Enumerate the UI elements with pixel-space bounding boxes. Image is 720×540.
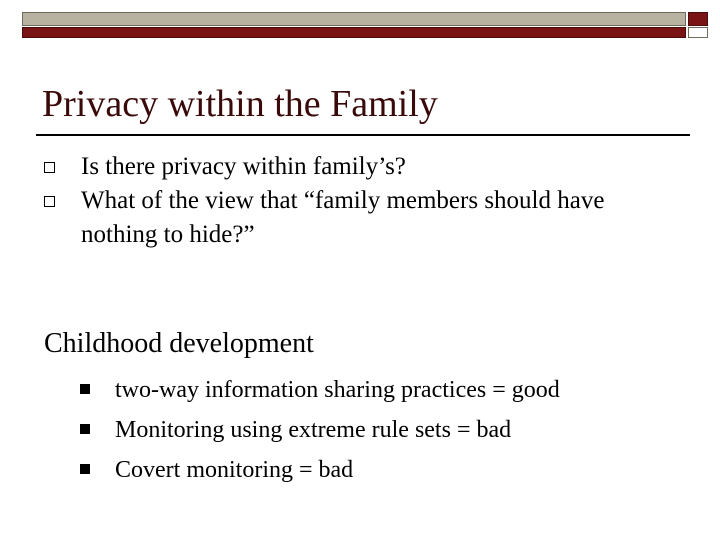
hollow-square-bullet-icon (44, 162, 55, 173)
sub-bullet-item (80, 450, 560, 490)
bullet-item (44, 150, 641, 184)
sub-bullet-text: Monitoring using extreme rule sets = bad (115, 417, 512, 443)
sub-bullet-text: two-way information sharing practices = good (115, 377, 560, 403)
main-bullet-list (44, 150, 641, 252)
header-bar-maroon-stripe (22, 27, 686, 38)
bullet-text: Is there privacy within family’s? (81, 153, 406, 180)
hollow-square-bullet-icon (44, 196, 55, 207)
header-bar-white-square (688, 27, 708, 38)
decorative-header-bar (22, 12, 708, 38)
sub-bullet-item (80, 370, 560, 410)
sub-bullet-text: Covert monitoring = bad (115, 457, 354, 483)
slide-title: Privacy within the Family (42, 83, 438, 125)
sub-bullet-item (80, 410, 560, 450)
filled-square-bullet-icon (80, 424, 90, 434)
header-bar-maroon-square (688, 12, 708, 26)
sub-bullet-list (80, 370, 560, 490)
filled-square-bullet-icon (80, 384, 90, 394)
header-bar-tan-stripe (22, 12, 686, 26)
title-underline (36, 134, 690, 136)
section-heading: Childhood development (44, 328, 314, 359)
bullet-item (44, 184, 641, 252)
bullet-text: What of the view that “family members should have nothing to hide?” (81, 187, 605, 248)
filled-square-bullet-icon (80, 464, 90, 474)
